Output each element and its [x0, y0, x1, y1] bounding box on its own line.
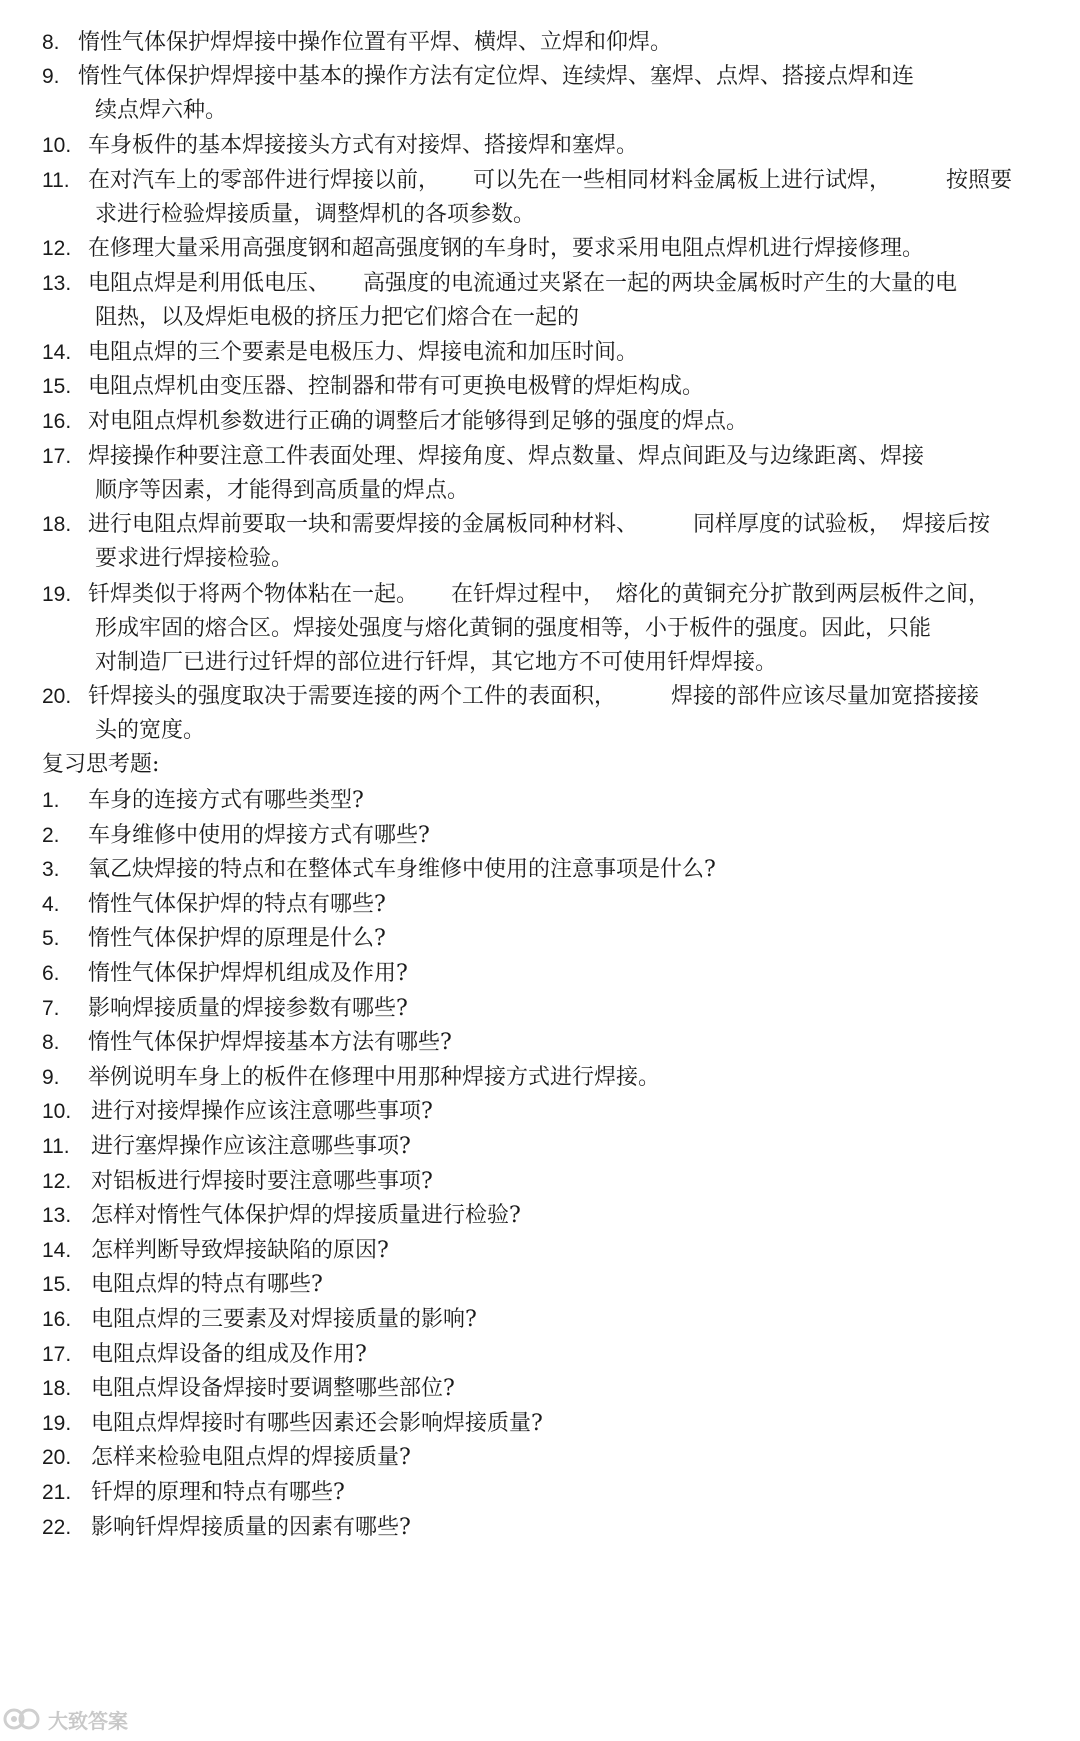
- statement-number: 16.: [42, 410, 72, 433]
- logo-icon: [2, 1706, 42, 1732]
- question-text: 电阻点焊设备的组成及作用?: [91, 1342, 367, 1367]
- question-text: 对铝板进行焊接时要注意哪些事项?: [91, 1169, 433, 1194]
- question-text: 惰性气体保护焊的特点有哪些?: [88, 892, 386, 917]
- statement-text: 进行电阻点焊前要取一块和需要焊接的金属板同种材料、 同样厚度的试验板， 焊接后按: [88, 512, 991, 537]
- question-number: 8.: [42, 1031, 60, 1054]
- statement-text-continued: 头的宽度。: [95, 718, 206, 743]
- statement-number: 14.: [42, 341, 72, 364]
- question-number: 19.: [42, 1412, 72, 1435]
- question-number: 2.: [42, 824, 60, 847]
- statement-text: 焊接操作种要注意工件表面处理、焊接角度、焊点数量、焊点间距及与边缘距离、焊接: [88, 444, 925, 469]
- watermark-text: 大致答案: [48, 1708, 128, 1733]
- statement-number: 10.: [42, 134, 72, 157]
- statement-text: 钎焊接头的强度取决于需要连接的两个工件的表面积， 焊接的部件应该尽量加宽搭接接: [88, 684, 980, 709]
- question-number: 22.: [42, 1516, 72, 1539]
- statement-text: 电阻点焊的三个要素是电极压力、焊接电流和加压时间。: [88, 340, 639, 365]
- question-text: 钎焊的原理和特点有哪些?: [91, 1480, 345, 1505]
- question-text: 电阻点焊的特点有哪些?: [91, 1272, 323, 1297]
- question-number: 14.: [42, 1239, 72, 1262]
- statement-number: 17.: [42, 445, 72, 468]
- question-number: 16.: [42, 1308, 72, 1331]
- question-number: 9.: [42, 1066, 60, 1089]
- statement-number: 19.: [42, 583, 72, 606]
- statement-number: 13.: [42, 272, 72, 295]
- question-text: 进行对接焊操作应该注意哪些事项?: [91, 1099, 433, 1124]
- question-text: 惰性气体保护焊的原理是什么?: [88, 926, 386, 951]
- question-number: 1.: [42, 789, 60, 812]
- question-number: 7.: [42, 997, 60, 1020]
- question-text: 怎样对惰性气体保护焊的焊接质量进行检验?: [91, 1203, 521, 1228]
- statement-text: 对电阻点焊机参数进行正确的调整后才能够得到足够的强度的焊点。: [88, 409, 749, 434]
- statement-text: 钎焊类似于将两个物体粘在一起。 在钎焊过程中， 熔化的黄铜充分扩散到两层板件之间，: [88, 582, 991, 607]
- statement-text: 在修理大量采用高强度钢和超高强度钢的车身时，要求采用电阻点焊机进行焊接修理。: [88, 236, 925, 261]
- statement-text-continued: 形成牢固的熔合区。焊接处强度与熔化黄铜的强度相等，小于板件的强度。因此，只能: [95, 616, 932, 641]
- question-text: 车身维修中使用的焊接方式有哪些?: [88, 823, 430, 848]
- watermark: [2, 1702, 128, 1736]
- statement-text: 惰性气体保护焊焊接中操作位置有平焊、横焊、立焊和仰焊。: [78, 30, 673, 55]
- statement-number: 11.: [42, 169, 70, 192]
- question-text: 电阻点焊的三要素及对焊接质量的影响?: [91, 1307, 477, 1332]
- question-number: 6.: [42, 962, 60, 985]
- question-text: 怎样来检验电阻点焊的焊接质量?: [91, 1445, 411, 1470]
- question-number: 12.: [42, 1170, 72, 1193]
- question-text: 惰性气体保护焊焊机组成及作用?: [88, 961, 408, 986]
- statement-number: 12.: [42, 237, 72, 260]
- statement-text: 惰性气体保护焊焊接中基本的操作方法有定位焊、连续焊、塞焊、点焊、搭接点焊和连: [78, 64, 915, 89]
- question-text: 进行塞焊操作应该注意哪些事项?: [91, 1134, 411, 1159]
- question-number: 3.: [42, 858, 60, 881]
- question-text: 怎样判断导致焊接缺陷的原因?: [91, 1238, 389, 1263]
- statement-text-continued: 顺序等因素，才能得到高质量的焊点。: [95, 478, 470, 503]
- question-number: 17.: [42, 1343, 72, 1366]
- question-text: 惰性气体保护焊焊接基本方法有哪些?: [88, 1030, 452, 1055]
- statement-text: 电阻点焊机由变压器、控制器和带有可更换电极臂的焊炬构成。: [88, 374, 705, 399]
- statement-text-continued: 续点焊六种。: [95, 98, 228, 123]
- statement-text-continued: 阻热，以及焊炬电极的挤压力把它们熔合在一起的: [95, 305, 580, 330]
- question-number: 4.: [42, 893, 60, 916]
- review-heading: 复习思考题:: [42, 752, 160, 777]
- statement-text: 电阻点焊是利用低电压、 高强度的电流通过夹紧在一起的两块金属板时产生的大量的电: [88, 271, 958, 296]
- question-text: 举例说明车身上的板件在修理中用那种焊接方式进行焊接。: [88, 1065, 661, 1090]
- question-number: 10.: [42, 1100, 72, 1123]
- question-text: 电阻点焊焊接时有哪些因素还会影响焊接质量?: [91, 1411, 543, 1436]
- question-text: 氧乙炔焊接的特点和在整体式车身维修中使用的注意事项是什么?: [88, 857, 716, 882]
- question-text: 影响钎焊焊接质量的因素有哪些?: [91, 1515, 411, 1540]
- statement-number: 15.: [42, 375, 72, 398]
- question-text: 车身的连接方式有哪些类型?: [88, 788, 364, 813]
- statement-number: 8.: [42, 31, 60, 54]
- statement-text-continued: 对制造厂已进行过钎焊的部位进行钎焊，其它地方不可使用钎焊焊接。: [95, 650, 778, 675]
- statement-text-continued: 求进行检验焊接质量，调整焊机的各项参数。: [95, 202, 536, 227]
- question-text: 影响焊接质量的焊接参数有哪些?: [88, 996, 408, 1021]
- question-number: 5.: [42, 927, 60, 950]
- question-number: 11.: [42, 1135, 70, 1158]
- statement-text-continued: 要求进行焊接检验。: [95, 546, 294, 571]
- statement-text: 在对汽车上的零部件进行焊接以前， 可以先在一些相同材料金属板上进行试焊， 按照要: [88, 168, 1013, 193]
- question-number: 15.: [42, 1273, 72, 1296]
- statement-number: 9.: [42, 65, 60, 88]
- question-number: 13.: [42, 1204, 72, 1227]
- question-number: 20.: [42, 1446, 72, 1469]
- statement-number: 18.: [42, 513, 72, 536]
- statement-text: 车身板件的基本焊接接头方式有对接焊、搭接焊和塞焊。: [88, 133, 639, 158]
- question-number: 18.: [42, 1377, 72, 1400]
- statement-number: 20.: [42, 685, 72, 708]
- question-number: 21.: [42, 1481, 72, 1504]
- question-text: 电阻点焊设备焊接时要调整哪些部位?: [91, 1376, 455, 1401]
